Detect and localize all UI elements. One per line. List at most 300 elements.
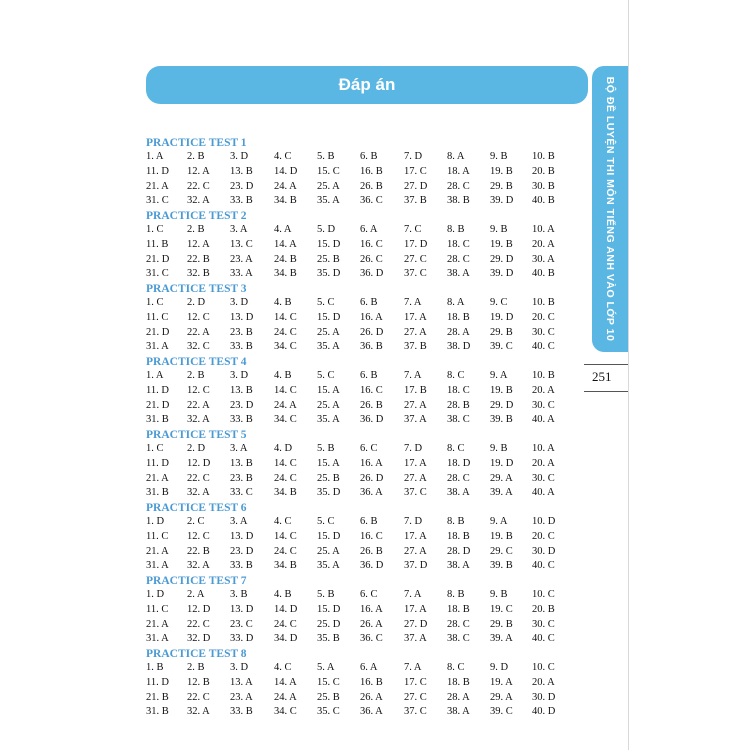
answer-cell: 30. C <box>532 399 555 411</box>
answer-cell: 17. A <box>404 457 427 469</box>
answer-row <box>146 559 576 574</box>
answer-row <box>146 238 576 253</box>
answer-cell: 37. A <box>404 633 427 645</box>
answer-cell: 17. B <box>404 384 427 396</box>
answer-cell: 13. D <box>230 603 254 615</box>
answer-cell: 7. D <box>404 151 423 162</box>
answer-cell: 15. C <box>317 676 340 688</box>
answer-cell: 17. C <box>404 165 427 177</box>
answer-cell: 25. A <box>317 545 340 557</box>
answer-cell: 38. A <box>447 706 470 718</box>
answer-cell: 12. C <box>187 384 210 396</box>
answer-cell: 32. B <box>187 268 210 280</box>
answer-cell: 26. C <box>360 253 383 265</box>
answer-cell: 34. C <box>274 341 297 353</box>
answer-cell: 12. A <box>187 238 210 250</box>
practice-test-block <box>146 355 576 428</box>
answer-cell: 29. A <box>490 472 513 484</box>
answer-cell: 6. B <box>360 370 378 381</box>
header-banner <box>146 66 588 104</box>
answer-cell: 10. B <box>532 297 555 308</box>
answer-cell: 28. A <box>447 691 470 703</box>
answer-cell: 8. C <box>447 370 465 381</box>
answer-cell: 3. D <box>230 662 249 673</box>
answer-cell: 13. D <box>230 311 254 323</box>
answer-row <box>146 311 576 326</box>
answer-cell: 39. D <box>490 195 514 207</box>
answer-cell: 36. D <box>360 268 384 280</box>
answer-cell: 32. A <box>187 706 210 718</box>
answer-cell: 37. B <box>404 341 427 353</box>
answer-cell: 6. B <box>360 516 378 527</box>
answer-cell: 38. A <box>447 560 470 572</box>
answer-cell: 20. A <box>532 238 555 250</box>
answer-cell: 3. D <box>230 370 249 381</box>
answer-cell: 37. C <box>404 487 427 499</box>
answer-cell: 16. C <box>360 530 383 542</box>
answer-row <box>146 369 576 384</box>
answer-row <box>146 515 576 530</box>
answer-row <box>146 632 576 647</box>
answer-cell: 3. D <box>230 297 249 308</box>
answer-cell: 26. B <box>360 545 383 557</box>
answer-cell: 19. A <box>490 676 513 688</box>
practice-test-title: PRACTICE TEST 4 <box>146 356 247 368</box>
answer-cell: 25. B <box>317 253 340 265</box>
answer-row <box>146 676 576 691</box>
answer-cell: 8. B <box>447 589 465 600</box>
answer-cell: 15. D <box>317 238 341 250</box>
answer-cell: 36. A <box>360 487 383 499</box>
answer-cell: 31. A <box>146 560 169 572</box>
answer-cell: 40. C <box>532 341 555 353</box>
answer-cell: 5. B <box>317 443 335 454</box>
answer-cell: 18. C <box>447 384 470 396</box>
answer-cell: 4. C <box>274 662 292 673</box>
answer-cell: 15. C <box>317 165 340 177</box>
answer-cell: 35. B <box>317 633 340 645</box>
answer-cell: 28. C <box>447 253 470 265</box>
answer-cell: 26. B <box>360 399 383 411</box>
answer-cell: 19. B <box>490 165 513 177</box>
answer-cell: 20. A <box>532 457 555 469</box>
answer-cell: 25. A <box>317 180 340 192</box>
practice-test-block <box>146 209 576 282</box>
answer-cell: 40. A <box>532 414 555 426</box>
answer-cell: 23. A <box>230 691 253 703</box>
answer-cell: 13. B <box>230 165 253 177</box>
answer-cell: 1. C <box>146 224 164 235</box>
answer-cell: 5. B <box>317 589 335 600</box>
answer-cell: 40. B <box>532 195 555 207</box>
answer-cell: 33. D <box>230 633 254 645</box>
answer-cell: 29. B <box>490 326 513 338</box>
answer-cell: 22. A <box>187 399 210 411</box>
answer-cell: 21. A <box>146 545 169 557</box>
answer-cell: 32. A <box>187 560 210 572</box>
answer-cell: 21. B <box>146 691 169 703</box>
answer-cell: 36. D <box>360 414 384 426</box>
answer-row <box>146 661 576 676</box>
answer-cell: 34. B <box>274 195 297 207</box>
answer-cell: 1. C <box>146 443 164 454</box>
answer-cell: 30. B <box>532 180 555 192</box>
answer-cell: 22. A <box>187 326 210 338</box>
answer-cell: 8. C <box>447 662 465 673</box>
answer-cell: 16. C <box>360 238 383 250</box>
answer-row <box>146 413 576 428</box>
answer-cell: 35. A <box>317 560 340 572</box>
answer-row <box>146 384 576 399</box>
answer-cell: 25. B <box>317 472 340 484</box>
answer-cell: 24. C <box>274 326 297 338</box>
answer-cell: 24. A <box>274 180 297 192</box>
answer-cell: 23. B <box>230 472 253 484</box>
answer-cell: 17. A <box>404 603 427 615</box>
answer-cell: 38. C <box>447 633 470 645</box>
answer-cell: 29. C <box>490 545 513 557</box>
answer-row <box>146 326 576 341</box>
answer-cell: 8. C <box>447 443 465 454</box>
answer-cell: 38. C <box>447 414 470 426</box>
answer-cell: 5. C <box>317 516 335 527</box>
answer-cell: 10. D <box>532 516 556 527</box>
answer-cell: 16. B <box>360 676 383 688</box>
answer-cell: 13. B <box>230 384 253 396</box>
answer-cell: 22. C <box>187 618 210 630</box>
answer-cell: 20. C <box>532 311 555 323</box>
answer-cell: 36. C <box>360 195 383 207</box>
answer-row <box>146 603 576 618</box>
answer-cell: 18. C <box>447 238 470 250</box>
answer-cell: 3. A <box>230 443 248 454</box>
answer-cell: 36. C <box>360 633 383 645</box>
answer-cell: 1. C <box>146 297 164 308</box>
answer-cell: 22. C <box>187 691 210 703</box>
answer-cell: 34. B <box>274 487 297 499</box>
answer-cell: 11. C <box>146 603 169 615</box>
answer-cell: 22. C <box>187 180 210 192</box>
answer-row <box>146 180 576 195</box>
practice-test-title: PRACTICE TEST 6 <box>146 502 247 514</box>
answer-cell: 27. A <box>404 326 427 338</box>
answer-cell: 10. A <box>532 443 555 454</box>
answer-cell: 22. C <box>187 472 210 484</box>
answer-cell: 15. A <box>317 457 340 469</box>
answer-cell: 28. C <box>447 180 470 192</box>
answer-cell: 30. A <box>532 253 555 265</box>
answer-cell: 19. D <box>490 311 514 323</box>
practice-test-title: PRACTICE TEST 7 <box>146 575 247 587</box>
answer-cell: 31. B <box>146 414 169 426</box>
answer-cell: 40. C <box>532 560 555 572</box>
answer-cell: 27. D <box>404 618 428 630</box>
answer-cell: 9. B <box>490 443 508 454</box>
answer-row <box>146 472 576 487</box>
practice-test-block <box>146 501 576 574</box>
answer-cell: 3. B <box>230 589 248 600</box>
answer-cell: 1. D <box>146 516 165 527</box>
answer-row <box>146 165 576 180</box>
answer-cell: 31. B <box>146 706 169 718</box>
answer-cell: 20. B <box>532 165 555 177</box>
answer-cell: 11. D <box>146 165 169 177</box>
answer-cell: 9. D <box>490 662 509 673</box>
answer-cell: 35. C <box>317 706 340 718</box>
answer-cell: 17. A <box>404 311 427 323</box>
answer-cell: 21. A <box>146 180 169 192</box>
answer-cell: 12. B <box>187 676 210 688</box>
answer-cell: 16. B <box>360 165 383 177</box>
answer-cell: 13. A <box>230 676 253 688</box>
answer-cell: 38. A <box>447 487 470 499</box>
answer-cell: 2. A <box>187 589 205 600</box>
side-tab-text: BỘ ĐỀ LUYỆN THI MÔN TIẾNG ANH VÀO LỚP 10 <box>604 76 616 342</box>
answer-cell: 30. C <box>532 472 555 484</box>
answer-cell: 14. C <box>274 530 297 542</box>
answer-cell: 28. A <box>447 326 470 338</box>
answer-cell: 32. A <box>187 414 210 426</box>
answer-cell: 33. B <box>230 560 253 572</box>
answer-cell: 33. A <box>230 268 253 280</box>
answer-cell: 8. B <box>447 516 465 527</box>
answer-cell: 2. B <box>187 224 205 235</box>
answer-cell: 5. A <box>317 662 335 673</box>
answer-row <box>146 194 576 209</box>
answer-row <box>146 530 576 545</box>
answer-cell: 2. B <box>187 370 205 381</box>
answer-cell: 39. B <box>490 414 513 426</box>
answer-row <box>146 253 576 268</box>
answer-cell: 36. D <box>360 560 384 572</box>
answer-cell: 39. C <box>490 706 513 718</box>
answer-cell: 3. A <box>230 516 248 527</box>
practice-test-title: PRACTICE TEST 5 <box>146 429 247 441</box>
answer-cell: 40. D <box>532 706 556 718</box>
answer-cell: 6. A <box>360 224 378 235</box>
answer-cell: 39. D <box>490 268 514 280</box>
answer-cell: 29. D <box>490 399 514 411</box>
answer-cell: 7. C <box>404 224 422 235</box>
answer-cell: 26. A <box>360 618 383 630</box>
answer-cell: 11. D <box>146 384 169 396</box>
answer-cell: 4. C <box>274 516 292 527</box>
answer-cell: 35. A <box>317 414 340 426</box>
answer-cell: 6. B <box>360 151 378 162</box>
answer-key <box>146 136 576 720</box>
answer-cell: 25. A <box>317 399 340 411</box>
answer-cell: 4. D <box>274 443 293 454</box>
answer-cell: 24. C <box>274 618 297 630</box>
answer-cell: 11. D <box>146 676 169 688</box>
answer-row <box>146 545 576 560</box>
answer-cell: 31. C <box>146 268 169 280</box>
practice-test-block <box>146 574 576 647</box>
answer-cell: 19. B <box>490 238 513 250</box>
answer-cell: 32. C <box>187 341 210 353</box>
answer-cell: 5. C <box>317 370 335 381</box>
answer-cell: 12. C <box>187 530 210 542</box>
answer-cell: 15. D <box>317 603 341 615</box>
answer-cell: 39. C <box>490 341 513 353</box>
answer-cell: 2. D <box>187 443 206 454</box>
answer-cell: 16. A <box>360 603 383 615</box>
answer-row <box>146 486 576 501</box>
answer-cell: 5. D <box>317 224 336 235</box>
answer-cell: 34. C <box>274 414 297 426</box>
answer-cell: 9. C <box>490 297 508 308</box>
answer-cell: 6. A <box>360 662 378 673</box>
answer-cell: 7. A <box>404 370 422 381</box>
answer-cell: 20. A <box>532 384 555 396</box>
header-title: Đáp án <box>338 75 396 94</box>
answer-cell: 6. C <box>360 589 378 600</box>
answer-cell: 14. D <box>274 165 298 177</box>
answer-cell: 26. D <box>360 472 384 484</box>
answer-cell: 12. D <box>187 457 211 469</box>
answer-cell: 31. A <box>146 341 169 353</box>
page-number: 251 <box>592 369 612 384</box>
answer-cell: 40. B <box>532 268 555 280</box>
answer-cell: 16. A <box>360 457 383 469</box>
answer-cell: 2. C <box>187 516 205 527</box>
answer-cell: 9. B <box>490 151 508 162</box>
answer-cell: 25. A <box>317 326 340 338</box>
answer-row <box>146 296 576 311</box>
answer-cell: 35. A <box>317 341 340 353</box>
answer-cell: 14. D <box>274 603 298 615</box>
answer-cell: 11. C <box>146 530 169 542</box>
answer-cell: 7. D <box>404 516 423 527</box>
answer-cell: 8. B <box>447 224 465 235</box>
page-edge-divider <box>628 0 629 750</box>
answer-cell: 16. C <box>360 384 383 396</box>
answer-cell: 7. A <box>404 662 422 673</box>
answer-cell: 18. B <box>447 311 470 323</box>
answer-cell: 24. C <box>274 472 297 484</box>
answer-cell: 27. A <box>404 545 427 557</box>
practice-test-block <box>146 136 576 209</box>
answer-cell: 31. C <box>146 195 169 207</box>
answer-cell: 40. C <box>532 633 555 645</box>
answer-cell: 10. B <box>532 151 555 162</box>
answer-cell: 12. C <box>187 311 210 323</box>
answer-cell: 30. C <box>532 326 555 338</box>
answer-cell: 33. B <box>230 706 253 718</box>
answer-cell: 22. B <box>187 253 210 265</box>
answer-row <box>146 588 576 603</box>
answer-cell: 15. D <box>317 530 341 542</box>
answer-cell: 30. C <box>532 618 555 630</box>
answer-cell: 6. C <box>360 443 378 454</box>
answer-cell: 18. A <box>447 165 470 177</box>
answer-cell: 27. A <box>404 399 427 411</box>
answer-cell: 23. A <box>230 253 253 265</box>
answer-cell: 4. B <box>274 589 292 600</box>
answer-cell: 15. A <box>317 384 340 396</box>
answer-cell: 5. B <box>317 151 335 162</box>
answer-cell: 27. C <box>404 691 427 703</box>
answer-cell: 30. D <box>532 691 556 703</box>
answer-cell: 14. C <box>274 457 297 469</box>
answer-cell: 24. B <box>274 253 297 265</box>
answer-cell: 39. B <box>490 560 513 572</box>
answer-cell: 14. A <box>274 676 297 688</box>
answer-cell: 29. A <box>490 691 513 703</box>
answer-cell: 37. C <box>404 706 427 718</box>
answer-cell: 21. D <box>146 326 170 338</box>
answer-cell: 34. C <box>274 706 297 718</box>
answer-cell: 23. D <box>230 180 254 192</box>
answer-cell: 10. C <box>532 662 555 673</box>
answer-cell: 27. C <box>404 253 427 265</box>
answer-cell: 18. B <box>447 603 470 615</box>
answer-row <box>146 618 576 633</box>
answer-cell: 32. A <box>187 487 210 499</box>
answer-cell: 19. C <box>490 603 513 615</box>
answer-row <box>146 150 576 165</box>
practice-test-title: PRACTICE TEST 8 <box>146 648 247 660</box>
answer-cell: 8. A <box>447 297 465 308</box>
practice-test-title: PRACTICE TEST 2 <box>146 210 247 222</box>
answer-cell: 19. D <box>490 457 514 469</box>
answer-cell: 25. D <box>317 618 341 630</box>
answer-cell: 37. C <box>404 268 427 280</box>
answer-cell: 29. B <box>490 618 513 630</box>
answer-cell: 20. C <box>532 530 555 542</box>
answer-cell: 13. D <box>230 530 254 542</box>
practice-test-block <box>146 647 576 720</box>
answer-cell: 11. D <box>146 457 169 469</box>
answer-row <box>146 340 576 355</box>
answer-cell: 37. A <box>404 414 427 426</box>
answer-cell: 31. A <box>146 633 169 645</box>
answer-cell: 28. B <box>447 399 470 411</box>
answer-cell: 23. C <box>230 618 253 630</box>
answer-cell: 23. D <box>230 399 254 411</box>
answer-cell: 34. D <box>274 633 298 645</box>
answer-cell: 19. B <box>490 530 513 542</box>
answer-cell: 39. A <box>490 633 513 645</box>
answer-cell: 1. B <box>146 662 164 673</box>
answer-cell: 21. D <box>146 399 170 411</box>
answer-cell: 34. B <box>274 268 297 280</box>
answer-cell: 14. A <box>274 238 297 250</box>
answer-cell: 26. B <box>360 180 383 192</box>
answer-cell: 37. B <box>404 195 427 207</box>
answer-cell: 13. C <box>230 238 253 250</box>
answer-cell: 37. D <box>404 560 428 572</box>
answer-cell: 9. B <box>490 224 508 235</box>
answer-cell: 18. D <box>447 457 471 469</box>
answer-cell: 4. B <box>274 370 292 381</box>
answer-row <box>146 705 576 720</box>
answer-cell: 1. A <box>146 151 164 162</box>
answer-cell: 24. A <box>274 399 297 411</box>
answer-cell: 18. B <box>447 676 470 688</box>
answer-cell: 26. A <box>360 691 383 703</box>
answer-cell: 29. B <box>490 180 513 192</box>
answer-cell: 28. C <box>447 618 470 630</box>
answer-cell: 33. C <box>230 487 253 499</box>
answer-cell: 4. A <box>274 224 292 235</box>
answer-cell: 23. B <box>230 326 253 338</box>
answer-cell: 12. A <box>187 165 210 177</box>
answer-cell: 16. A <box>360 311 383 323</box>
answer-cell: 14. C <box>274 311 297 323</box>
practice-test-title: PRACTICE TEST 3 <box>146 283 247 295</box>
answer-cell: 7. A <box>404 589 422 600</box>
